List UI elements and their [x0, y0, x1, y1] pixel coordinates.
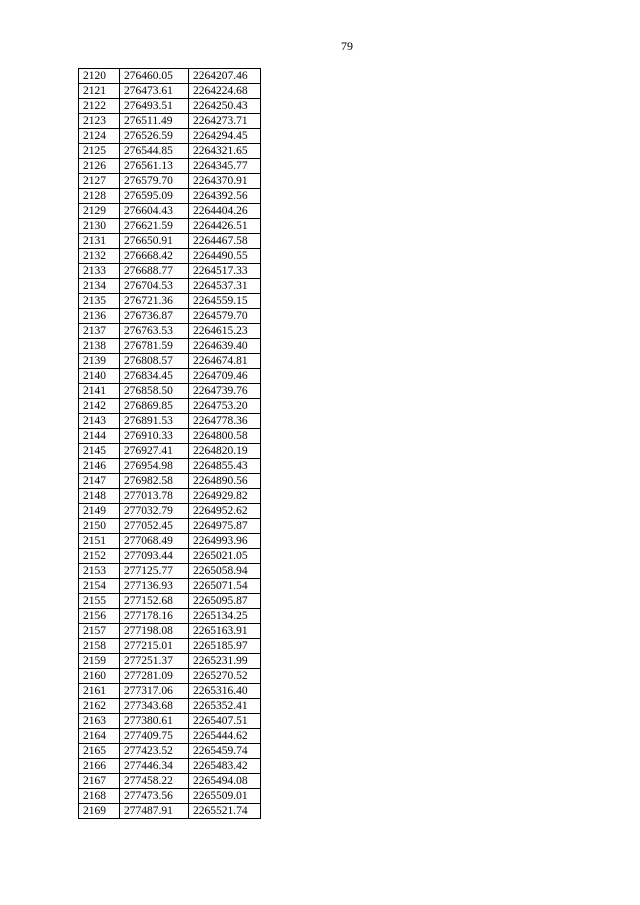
table-row [79, 309, 261, 324]
table-row [79, 339, 261, 354]
table-row [79, 204, 261, 219]
point-id-cell: 2155 [79, 594, 120, 609]
x-coordinate-cell: 276604.43 [120, 204, 189, 219]
x-coordinate-cell: 276954.98 [120, 459, 189, 474]
point-id-cell: 2124 [79, 129, 120, 144]
page-number: 79 [341, 39, 353, 53]
table-row [79, 789, 261, 804]
y-coordinate-cell: 2264778.36 [189, 414, 261, 429]
x-coordinate-cell: 277013.78 [120, 489, 189, 504]
table-row [79, 384, 261, 399]
point-id-cell: 2137 [79, 324, 120, 339]
y-coordinate-cell: 2264952.62 [189, 504, 261, 519]
y-coordinate-cell: 2264579.70 [189, 309, 261, 324]
point-id-cell: 2128 [79, 189, 120, 204]
table-row [79, 369, 261, 384]
point-id-cell: 2161 [79, 684, 120, 699]
table-row [79, 519, 261, 534]
table-row [79, 654, 261, 669]
table-row [79, 564, 261, 579]
y-coordinate-cell: 2265231.99 [189, 654, 261, 669]
table-row [79, 414, 261, 429]
x-coordinate-cell: 276460.05 [120, 69, 189, 84]
table-row [79, 399, 261, 414]
point-id-cell: 2136 [79, 309, 120, 324]
y-coordinate-cell: 2264294.45 [189, 129, 261, 144]
table-row [79, 609, 261, 624]
x-coordinate-cell: 277458.22 [120, 774, 189, 789]
x-coordinate-cell: 276834.45 [120, 369, 189, 384]
point-id-cell: 2131 [79, 234, 120, 249]
x-coordinate-cell: 277136.93 [120, 579, 189, 594]
point-id-cell: 2140 [79, 369, 120, 384]
y-coordinate-cell: 2265058.94 [189, 564, 261, 579]
x-coordinate-cell: 276721.36 [120, 294, 189, 309]
x-coordinate-cell: 276493.51 [120, 99, 189, 114]
table-row [79, 144, 261, 159]
table-row [79, 624, 261, 639]
y-coordinate-cell: 2264800.58 [189, 429, 261, 444]
y-coordinate-cell: 2264537.31 [189, 279, 261, 294]
x-coordinate-cell: 276781.59 [120, 339, 189, 354]
point-id-cell: 2141 [79, 384, 120, 399]
x-coordinate-cell: 277052.45 [120, 519, 189, 534]
point-id-cell: 2125 [79, 144, 120, 159]
table-row [79, 594, 261, 609]
y-coordinate-cell: 2265352.41 [189, 699, 261, 714]
table-row [79, 219, 261, 234]
y-coordinate-cell: 2265407.51 [189, 714, 261, 729]
y-coordinate-cell: 2264929.82 [189, 489, 261, 504]
point-id-cell: 2160 [79, 669, 120, 684]
table-row [79, 429, 261, 444]
x-coordinate-cell: 276473.61 [120, 84, 189, 99]
y-coordinate-cell: 2264820.19 [189, 444, 261, 459]
x-coordinate-cell: 277215.01 [120, 639, 189, 654]
x-coordinate-cell: 277423.52 [120, 744, 189, 759]
table-row [79, 489, 261, 504]
point-id-cell: 2126 [79, 159, 120, 174]
x-coordinate-cell: 276511.49 [120, 114, 189, 129]
y-coordinate-cell: 2265521.74 [189, 804, 261, 819]
table-row [79, 174, 261, 189]
x-coordinate-cell: 277178.16 [120, 609, 189, 624]
y-coordinate-cell: 2264345.77 [189, 159, 261, 174]
x-coordinate-cell: 276579.70 [120, 174, 189, 189]
x-coordinate-cell: 277317.06 [120, 684, 189, 699]
x-coordinate-cell: 276891.53 [120, 414, 189, 429]
point-id-cell: 2130 [79, 219, 120, 234]
y-coordinate-cell: 2264517.33 [189, 264, 261, 279]
x-coordinate-cell: 276526.59 [120, 129, 189, 144]
point-id-cell: 2156 [79, 609, 120, 624]
table-row [79, 84, 261, 99]
point-id-cell: 2165 [79, 744, 120, 759]
point-id-cell: 2154 [79, 579, 120, 594]
table-row [79, 729, 261, 744]
y-coordinate-cell: 2264224.68 [189, 84, 261, 99]
point-id-cell: 2138 [79, 339, 120, 354]
coordinates-table [78, 68, 261, 819]
table-row [79, 354, 261, 369]
table-row [79, 474, 261, 489]
x-coordinate-cell: 276688.77 [120, 264, 189, 279]
table-row [79, 714, 261, 729]
y-coordinate-cell: 2265494.08 [189, 774, 261, 789]
point-id-cell: 2121 [79, 84, 120, 99]
point-id-cell: 2153 [79, 564, 120, 579]
point-id-cell: 2139 [79, 354, 120, 369]
point-id-cell: 2148 [79, 489, 120, 504]
x-coordinate-cell: 276621.59 [120, 219, 189, 234]
point-id-cell: 2157 [79, 624, 120, 639]
table-row [79, 549, 261, 564]
y-coordinate-cell: 2264250.43 [189, 99, 261, 114]
point-id-cell: 2169 [79, 804, 120, 819]
y-coordinate-cell: 2264993.96 [189, 534, 261, 549]
table-row [79, 189, 261, 204]
point-id-cell: 2168 [79, 789, 120, 804]
table-row [79, 129, 261, 144]
x-coordinate-cell: 277251.37 [120, 654, 189, 669]
point-id-cell: 2159 [79, 654, 120, 669]
x-coordinate-cell: 276927.41 [120, 444, 189, 459]
point-id-cell: 2127 [79, 174, 120, 189]
table-row [79, 579, 261, 594]
x-coordinate-cell: 277152.68 [120, 594, 189, 609]
x-coordinate-cell: 277343.68 [120, 699, 189, 714]
y-coordinate-cell: 2264392.56 [189, 189, 261, 204]
x-coordinate-cell: 277125.77 [120, 564, 189, 579]
x-coordinate-cell: 276544.85 [120, 144, 189, 159]
y-coordinate-cell: 2265459.74 [189, 744, 261, 759]
y-coordinate-cell: 2264615.23 [189, 324, 261, 339]
table-row [79, 99, 261, 114]
table-row [79, 279, 261, 294]
table-row [79, 69, 261, 84]
table-row [79, 234, 261, 249]
table-row [79, 324, 261, 339]
y-coordinate-cell: 2265134.25 [189, 609, 261, 624]
y-coordinate-cell: 2265021.05 [189, 549, 261, 564]
table-row [79, 774, 261, 789]
y-coordinate-cell: 2265071.54 [189, 579, 261, 594]
table-row [79, 159, 261, 174]
y-coordinate-cell: 2264467.58 [189, 234, 261, 249]
table-row [79, 699, 261, 714]
table-row [79, 669, 261, 684]
y-coordinate-cell: 2264321.65 [189, 144, 261, 159]
point-id-cell: 2162 [79, 699, 120, 714]
point-id-cell: 2122 [79, 99, 120, 114]
point-id-cell: 2144 [79, 429, 120, 444]
x-coordinate-cell: 276650.91 [120, 234, 189, 249]
table-row [79, 759, 261, 774]
y-coordinate-cell: 2265185.97 [189, 639, 261, 654]
y-coordinate-cell: 2264207.46 [189, 69, 261, 84]
coordinates-table-body [79, 69, 261, 819]
y-coordinate-cell: 2264753.20 [189, 399, 261, 414]
y-coordinate-cell: 2265483.42 [189, 759, 261, 774]
table-row [79, 684, 261, 699]
y-coordinate-cell: 2265316.40 [189, 684, 261, 699]
y-coordinate-cell: 2264273.71 [189, 114, 261, 129]
point-id-cell: 2132 [79, 249, 120, 264]
table-row [79, 114, 261, 129]
point-id-cell: 2133 [79, 264, 120, 279]
y-coordinate-cell: 2264426.51 [189, 219, 261, 234]
x-coordinate-cell: 276561.13 [120, 159, 189, 174]
point-id-cell: 2123 [79, 114, 120, 129]
table-row [79, 534, 261, 549]
x-coordinate-cell: 277380.61 [120, 714, 189, 729]
x-coordinate-cell: 276668.42 [120, 249, 189, 264]
point-id-cell: 2158 [79, 639, 120, 654]
point-id-cell: 2163 [79, 714, 120, 729]
point-id-cell: 2142 [79, 399, 120, 414]
point-id-cell: 2146 [79, 459, 120, 474]
point-id-cell: 2147 [79, 474, 120, 489]
x-coordinate-cell: 276763.53 [120, 324, 189, 339]
y-coordinate-cell: 2264404.26 [189, 204, 261, 219]
table-row [79, 264, 261, 279]
x-coordinate-cell: 277032.79 [120, 504, 189, 519]
point-id-cell: 2151 [79, 534, 120, 549]
y-coordinate-cell: 2264709.46 [189, 369, 261, 384]
x-coordinate-cell: 277198.08 [120, 624, 189, 639]
x-coordinate-cell: 276910.33 [120, 429, 189, 444]
point-id-cell: 2145 [79, 444, 120, 459]
y-coordinate-cell: 2264855.43 [189, 459, 261, 474]
x-coordinate-cell: 277487.91 [120, 804, 189, 819]
table-row [79, 249, 261, 264]
x-coordinate-cell: 277409.75 [120, 729, 189, 744]
point-id-cell: 2149 [79, 504, 120, 519]
x-coordinate-cell: 277473.56 [120, 789, 189, 804]
x-coordinate-cell: 276982.58 [120, 474, 189, 489]
y-coordinate-cell: 2264639.40 [189, 339, 261, 354]
point-id-cell: 2134 [79, 279, 120, 294]
table-row [79, 744, 261, 759]
point-id-cell: 2135 [79, 294, 120, 309]
point-id-cell: 2120 [79, 69, 120, 84]
y-coordinate-cell: 2265095.87 [189, 594, 261, 609]
point-id-cell: 2129 [79, 204, 120, 219]
y-coordinate-cell: 2265163.91 [189, 624, 261, 639]
table-row [79, 504, 261, 519]
x-coordinate-cell: 277446.34 [120, 759, 189, 774]
point-id-cell: 2164 [79, 729, 120, 744]
point-id-cell: 2143 [79, 414, 120, 429]
table-row [79, 444, 261, 459]
y-coordinate-cell: 2264559.15 [189, 294, 261, 309]
x-coordinate-cell: 277068.49 [120, 534, 189, 549]
point-id-cell: 2150 [79, 519, 120, 534]
point-id-cell: 2167 [79, 774, 120, 789]
y-coordinate-cell: 2265270.52 [189, 669, 261, 684]
point-id-cell: 2152 [79, 549, 120, 564]
x-coordinate-cell: 276858.50 [120, 384, 189, 399]
x-coordinate-cell: 276595.09 [120, 189, 189, 204]
x-coordinate-cell: 277281.09 [120, 669, 189, 684]
table-row [79, 459, 261, 474]
point-id-cell: 2166 [79, 759, 120, 774]
y-coordinate-cell: 2265509.01 [189, 789, 261, 804]
y-coordinate-cell: 2264739.76 [189, 384, 261, 399]
table-row [79, 294, 261, 309]
x-coordinate-cell: 276736.87 [120, 309, 189, 324]
y-coordinate-cell: 2264890.56 [189, 474, 261, 489]
x-coordinate-cell: 276869.85 [120, 399, 189, 414]
y-coordinate-cell: 2264975.87 [189, 519, 261, 534]
y-coordinate-cell: 2264490.55 [189, 249, 261, 264]
x-coordinate-cell: 276704.53 [120, 279, 189, 294]
table-row [79, 804, 261, 819]
table-row [79, 639, 261, 654]
y-coordinate-cell: 2264674.81 [189, 354, 261, 369]
y-coordinate-cell: 2265444.62 [189, 729, 261, 744]
x-coordinate-cell: 276808.57 [120, 354, 189, 369]
y-coordinate-cell: 2264370.91 [189, 174, 261, 189]
x-coordinate-cell: 277093.44 [120, 549, 189, 564]
